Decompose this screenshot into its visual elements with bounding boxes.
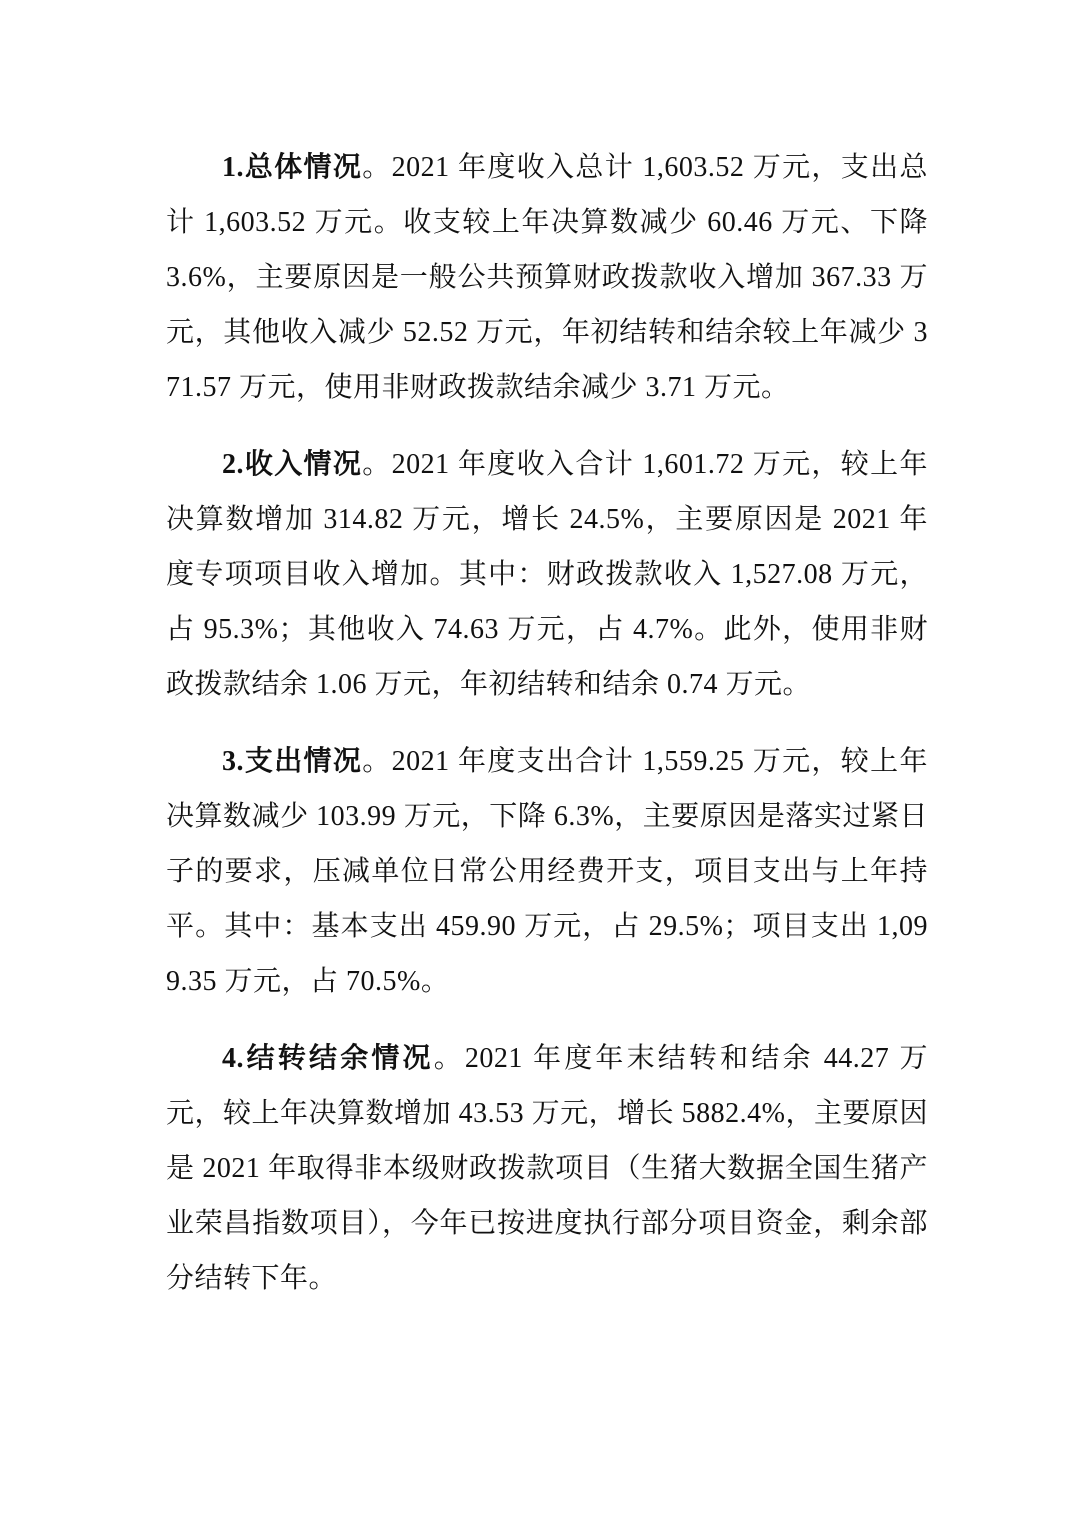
paragraph-body: 。2021 年度年末结转和结余 44.27 万元，较上年决算数增加 43.53 万元，增长 5882.4%，主要原因是 2021 年取得非本级财政拨款项目（生猪大数据全国生猪产业荣昌指数项目），今年已按进度执行部分项目资金，剩余部分结转下年。 [166, 1043, 928, 1294]
paragraph-carryover-balance-situation [166, 1031, 928, 1306]
paragraph-income-situation [166, 437, 928, 712]
document-content [166, 140, 928, 1328]
paragraph-body: 。2021 年度收入合计 1,601.72 万元，较上年决算数增加 314.82 万元，增长 24.5%，主要原因是 2021 年度专项项目收入增加。其中：财政拨款收入 1,527.08 万元，占 95.3%；其他收入 74.63 万元，占 4.7%。此外，使用非财政拨款结余 1.06 万元，年初结转和结余 0.74 万元。 [166, 449, 928, 700]
paragraph-heading: 1.总体情况 [222, 152, 363, 183]
paragraph-heading: 4.结转结余情况 [222, 1043, 434, 1074]
paragraph-heading: 2.收入情况 [222, 449, 363, 480]
paragraph-heading: 3.支出情况 [222, 746, 363, 777]
paragraph-body: 。2021 年度收入总计 1,603.52 万元，支出总计 1,603.52 万元。收支较上年决算数减少 60.46 万元、下降 3.6%，主要原因是一般公共预算财政拨款收入增加 367.33 万元，其他收入减少 52.52 万元，年初结转和结余较上年减少 371.57 万元，使用非财政拨款结余减少 3.71 万元。 [166, 152, 928, 403]
paragraph-overall-situation [166, 140, 928, 415]
paragraph-body: 。2021 年度支出合计 1,559.25 万元，较上年决算数减少 103.99 万元，下降 6.3%，主要原因是落实过紧日子的要求，压减单位日常公用经费开支，项目支出与上年持平。其中：基本支出 459.90 万元，占 29.5%；项目支出 1,099.35 万元，占 70.5%。 [166, 746, 928, 997]
paragraph-expenditure-situation [166, 734, 928, 1009]
